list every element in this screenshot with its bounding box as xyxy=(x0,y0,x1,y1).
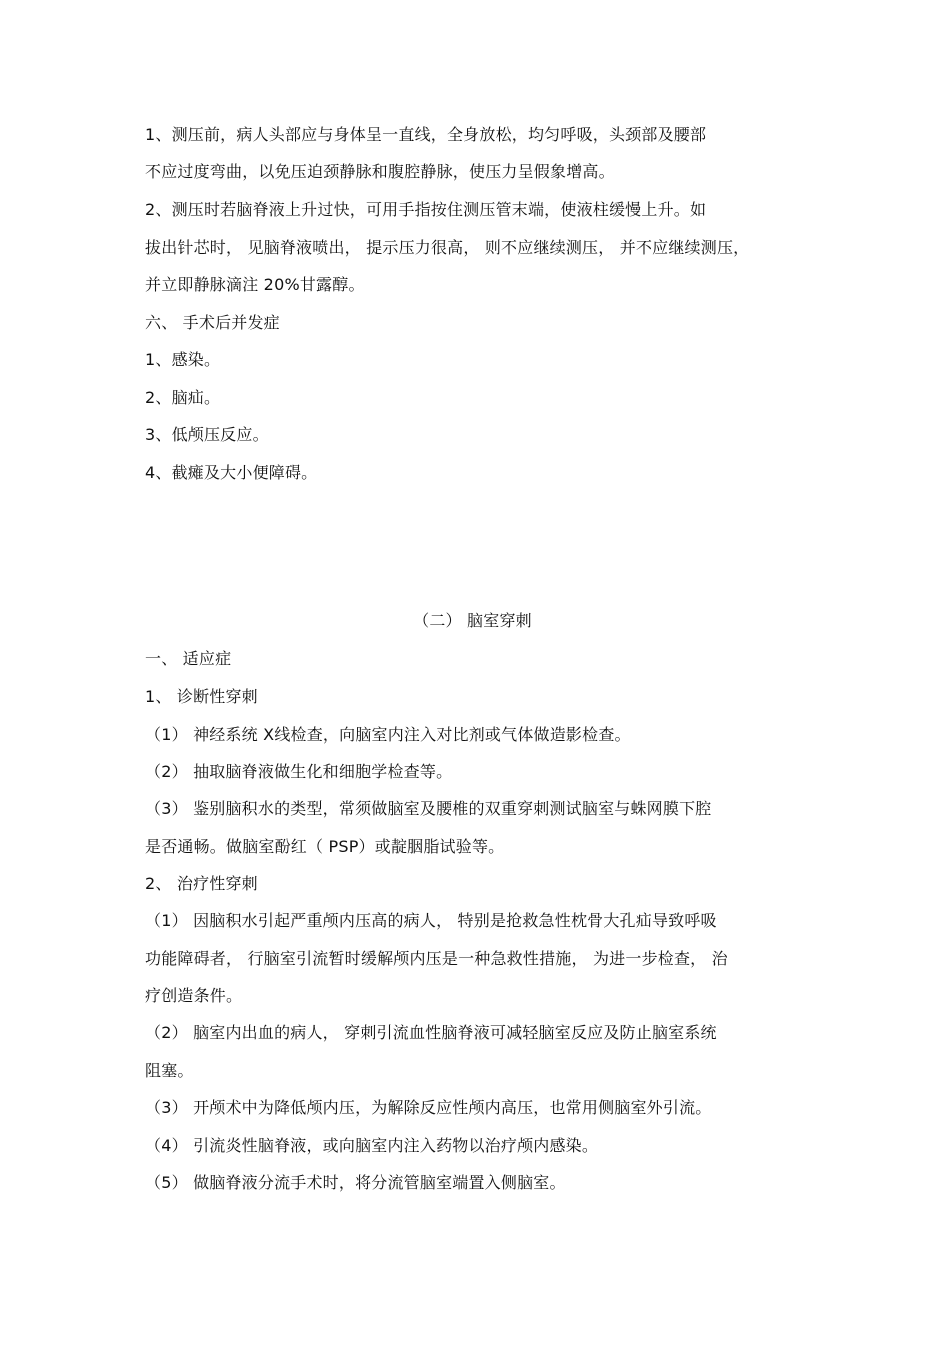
diagnostic-item-3-line-2: 是否通畅。做脑室酚红（ PSP）或靛胭脂试验等。 xyxy=(145,837,505,856)
complication-item-1: 1、感染。 xyxy=(145,350,221,369)
diagnostic-item-3-line-1: （3） 鉴别脑积水的类型，常须做脑室及腰椎的双重穿刺测试脑室与蛛网膜下腔 xyxy=(145,799,712,818)
paragraph-2-line-3: 并立即静脉滴注 20%甘露醇。 xyxy=(145,275,365,294)
paragraph-1-line-1: 1、测压前，病人头部应与身体呈一直线，全身放松，均匀呼吸，头颈部及腰部 xyxy=(145,125,707,144)
complication-item-2: 2、脑疝。 xyxy=(145,388,221,407)
paragraph-2-line-2: 拔出针芯时， 见脑脊液喷出， 提示压力很高， 则不应继续测压， 并不应继续测压， xyxy=(145,238,750,257)
diagnostic-item-1: （1） 神经系统 X线检查，向脑室内注入对比剂或气体做造影检查。 xyxy=(145,725,631,744)
heading-indications: 一、 适应症 xyxy=(145,649,232,668)
paragraph-2-line-1: 2、测压时若脑脊液上升过快，可用手指按住测压管末端，使液柱缓慢上升。如 xyxy=(145,200,707,219)
section-title: （二） 脑室穿刺 xyxy=(413,611,532,630)
therapeutic-item-5: （5） 做脑脊液分流手术时，将分流管脑室端置入侧脑室。 xyxy=(145,1173,566,1192)
therapeutic-item-3: （3） 开颅术中为降低颅内压，为解除反应性颅内高压，也常用侧脑室外引流。 xyxy=(145,1098,712,1117)
subheading-therapeutic: 2、 治疗性穿刺 xyxy=(145,874,258,893)
complication-item-3: 3、低颅压反应。 xyxy=(145,425,269,444)
heading-complications: 六、 手术后并发症 xyxy=(145,313,280,332)
therapeutic-item-2-line-2: 阻塞。 xyxy=(145,1061,194,1080)
therapeutic-item-4: （4） 引流炎性脑脊液，或向脑室内注入药物以治疗颅内感染。 xyxy=(145,1136,599,1155)
complication-item-4: 4、截瘫及大小便障碍。 xyxy=(145,463,318,482)
therapeutic-item-1-line-2: 功能障碍者， 行脑室引流暂时缓解颅内压是一种急救性措施， 为进一步检查， 治 xyxy=(145,949,728,968)
paragraph-1-line-2: 不应过度弯曲，以免压迫颈静脉和腹腔静脉，使压力呈假象增高。 xyxy=(145,162,615,181)
subheading-diagnostic: 1、 诊断性穿刺 xyxy=(145,687,258,706)
therapeutic-item-1-line-3: 疗创造条件。 xyxy=(145,986,243,1005)
diagnostic-item-2: （2） 抽取脑脊液做生化和细胞学检查等。 xyxy=(145,762,453,781)
therapeutic-item-1-line-1: （1） 因脑积水引起严重颅内压高的病人， 特别是抢救急性枕骨大孔疝导致呼吸 xyxy=(145,911,717,930)
therapeutic-item-2-line-1: （2） 脑室内出血的病人， 穿刺引流血性脑脊液可减轻脑室反应及防止脑室系统 xyxy=(145,1023,717,1042)
